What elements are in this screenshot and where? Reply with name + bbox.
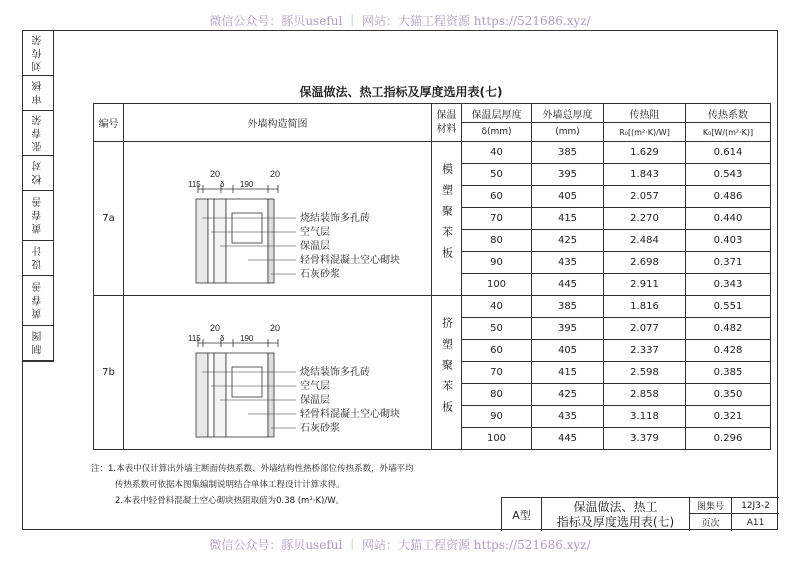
cell-total: 385 <box>532 296 604 318</box>
cell-total: 425 <box>532 230 604 252</box>
page-title: 保温做法、热工指标及厚度选用表(七) <box>299 85 503 99</box>
cell-coefficient: 0.343 <box>686 274 771 296</box>
material-label: 挤塑聚苯板 <box>440 316 454 422</box>
layer-label: 轻骨料混凝土空心砌块 <box>299 409 400 420</box>
cell-coefficient: 0.551 <box>686 296 771 318</box>
cell-coefficient: 0.428 <box>686 340 771 362</box>
sidebar-cell <box>23 276 53 326</box>
sidebar-label: 审 核 <box>32 81 44 105</box>
cell-thickness: 100 <box>462 428 532 450</box>
cell-total: 385 <box>532 142 604 164</box>
cell-resistance: 2.057 <box>604 186 686 208</box>
titleblock-name-line1: 保温做法、热工 <box>573 499 658 514</box>
cell-thickness: 70 <box>462 208 532 230</box>
sidebar-label: 制 图 <box>32 331 44 355</box>
cell-total: 395 <box>532 318 604 340</box>
table-header-row <box>94 104 771 123</box>
layer-brick <box>196 353 208 437</box>
titleblock-name-line2: 指标及厚度选用表(七) <box>556 514 675 529</box>
sidebar-label: 刘 传 荣 <box>32 34 44 72</box>
layer-air <box>208 199 214 283</box>
cell-resistance: 2.077 <box>604 318 686 340</box>
layer-label: 烧结装饰多孔砖 <box>299 367 370 378</box>
unit-coefficient: K₀[W/(m²·K)] <box>686 123 771 142</box>
note-line-1: 1.本表中仅计算出外墙主断面传热系数、外墙结构性热桥部位传热系数，外墙平均 <box>108 464 414 474</box>
titleblock-type: A型 <box>502 498 542 531</box>
cell-thickness: 60 <box>462 340 532 362</box>
cell-coefficient: 0.321 <box>686 406 771 428</box>
cell-total: 435 <box>532 406 604 428</box>
cell-resistance: 1.629 <box>604 142 686 164</box>
dim-label-20-right: 20 <box>269 169 280 179</box>
sidebar-label: 黄 春 善 <box>32 282 44 319</box>
cell-coefficient: 0.440 <box>686 208 771 230</box>
cell-coefficient: 0.543 <box>686 164 771 186</box>
sidebar-cell <box>23 326 53 361</box>
notes-prefix: 注： <box>91 464 109 474</box>
cell-thickness: 70 <box>462 362 532 384</box>
layer-insulation <box>214 353 226 437</box>
cell-thickness: 90 <box>462 406 532 428</box>
insulation-table <box>93 103 771 450</box>
unit-resistance: R₀[(m²·K)/W] <box>604 123 686 142</box>
title-block <box>501 497 779 531</box>
cell-thickness: 100 <box>462 274 532 296</box>
material-cell <box>432 142 462 296</box>
cell-resistance: 2.598 <box>604 362 686 384</box>
header-total: 外墙总厚度 <box>532 104 604 123</box>
layer-label: 保温层 <box>299 395 330 406</box>
cell-resistance: 1.816 <box>604 296 686 318</box>
sidebar-cell <box>23 241 53 276</box>
sidebar-cell <box>23 31 53 76</box>
titleblock-atlas-label: 图集号 <box>690 498 732 514</box>
cell-resistance: 2.337 <box>604 340 686 362</box>
cell-thickness: 80 <box>462 384 532 406</box>
drawing-frame <box>22 30 778 530</box>
table-row <box>94 142 771 164</box>
sidebar-cell <box>23 191 53 241</box>
cell-resistance: 3.379 <box>604 428 686 450</box>
layer-label: 空气层 <box>299 381 330 392</box>
layer-label: 烧结装饰多孔砖 <box>299 213 370 224</box>
signature-sidebar <box>23 31 54 362</box>
note-line-3: 2.本表中轻骨料混凝土空心砌块热阻取值为0.38 (m²·K)/W。 <box>115 496 345 506</box>
row-number: 7b <box>94 296 124 450</box>
cell-thickness: 50 <box>462 164 532 186</box>
dim-label-20-top: 20 <box>209 323 220 333</box>
cell-resistance: 2.911 <box>604 274 686 296</box>
unit-total: (mm) <box>532 123 604 142</box>
cell-thickness: 90 <box>462 252 532 274</box>
sidebar-cell <box>23 111 53 156</box>
row-number: 7a <box>94 142 124 296</box>
layer-plaster <box>268 353 274 437</box>
cell-resistance: 2.270 <box>604 208 686 230</box>
layer-insulation <box>214 199 226 283</box>
dim-label-delta: δ <box>219 180 224 189</box>
note-line-2: 传热系数可依据本图集编制说明结合单体工程设计计算求得。 <box>115 480 345 490</box>
cell-total: 405 <box>532 186 604 208</box>
cell-resistance: 3.118 <box>604 406 686 428</box>
cell-thickness: 40 <box>462 296 532 318</box>
cell-resistance: 1.843 <box>604 164 686 186</box>
dim-label-190: 190 <box>239 180 253 189</box>
cell-coefficient: 0.403 <box>686 230 771 252</box>
layer-label: 空气层 <box>299 227 330 238</box>
wall-section-diagram <box>124 142 432 296</box>
cell-total: 445 <box>532 428 604 450</box>
wall-section-drawing <box>128 301 428 441</box>
cell-resistance: 2.858 <box>604 384 686 406</box>
notes <box>91 461 414 509</box>
cell-total: 425 <box>532 384 604 406</box>
cell-resistance: 2.698 <box>604 252 686 274</box>
sidebar-label: 张 春 荣 <box>32 114 44 152</box>
header-material: 保温材料 <box>432 104 462 142</box>
sidebar-label: 校 对 <box>32 161 44 185</box>
cell-total: 395 <box>532 164 604 186</box>
header-diagram: 外墙构造简图 <box>124 104 432 142</box>
table-row <box>94 296 771 318</box>
titleblock-page-label: 页次 <box>690 514 732 531</box>
titleblock-name <box>542 498 690 531</box>
cell-coefficient: 0.350 <box>686 384 771 406</box>
dim-label-115: 115 <box>187 334 201 343</box>
cell-thickness: 80 <box>462 230 532 252</box>
cell-total: 415 <box>532 362 604 384</box>
dim-label-190: 190 <box>239 334 253 343</box>
cell-thickness: 50 <box>462 318 532 340</box>
cell-coefficient: 0.296 <box>686 428 771 450</box>
cell-coefficient: 0.486 <box>686 186 771 208</box>
layer-brick <box>196 199 208 283</box>
cell-coefficient: 0.614 <box>686 142 771 164</box>
material-cell <box>432 296 462 450</box>
cell-coefficient: 0.385 <box>686 362 771 384</box>
sidebar-label: 设 计 <box>32 246 44 270</box>
cell-total: 445 <box>532 274 604 296</box>
cell-thickness: 40 <box>462 142 532 164</box>
material-label: 模塑聚苯板 <box>440 162 454 268</box>
cell-thickness: 60 <box>462 186 532 208</box>
dim-label-20-top: 20 <box>209 169 220 179</box>
header-thickness: 保温层厚度 <box>462 104 532 123</box>
layer-label: 保温层 <box>299 241 330 252</box>
header-coefficient: 传热系数 <box>686 104 771 123</box>
cell-total: 435 <box>532 252 604 274</box>
titleblock-atlas-value: 12J3-2 <box>732 498 779 514</box>
cell-total: 415 <box>532 208 604 230</box>
layer-label: 石灰砂浆 <box>299 423 340 434</box>
cell-coefficient: 0.371 <box>686 252 771 274</box>
layer-air <box>208 353 214 437</box>
cell-total: 405 <box>532 340 604 362</box>
header-resistance: 传热阻 <box>604 104 686 123</box>
header-no: 编号 <box>94 104 124 142</box>
titleblock-page-value: A11 <box>746 517 765 528</box>
dim-label-20-right: 20 <box>269 323 280 333</box>
cell-coefficient: 0.482 <box>686 318 771 340</box>
watermark-top: 微信公众号：豚贝useful ｜ 网站：大猫工程资源 https://521686.xyz/ <box>209 14 591 28</box>
wall-section-diagram <box>124 296 432 450</box>
layer-label: 轻骨料混凝土空心砌块 <box>299 255 400 266</box>
layer-plaster <box>268 199 274 283</box>
unit-thickness: δ(mm) <box>462 123 532 142</box>
dim-label-115: 115 <box>187 180 201 189</box>
layer-label: 石灰砂浆 <box>299 269 340 280</box>
watermark-bottom: 微信公众号：豚贝useful ｜ 网站：大猫工程资源 https://521686.xyz/ <box>209 538 591 552</box>
dim-label-delta: δ <box>219 334 224 343</box>
cell-resistance: 2.484 <box>604 230 686 252</box>
sidebar-label: 黄 春 善 <box>32 197 44 234</box>
wall-section-drawing <box>128 147 428 287</box>
sidebar-cell <box>23 156 53 191</box>
